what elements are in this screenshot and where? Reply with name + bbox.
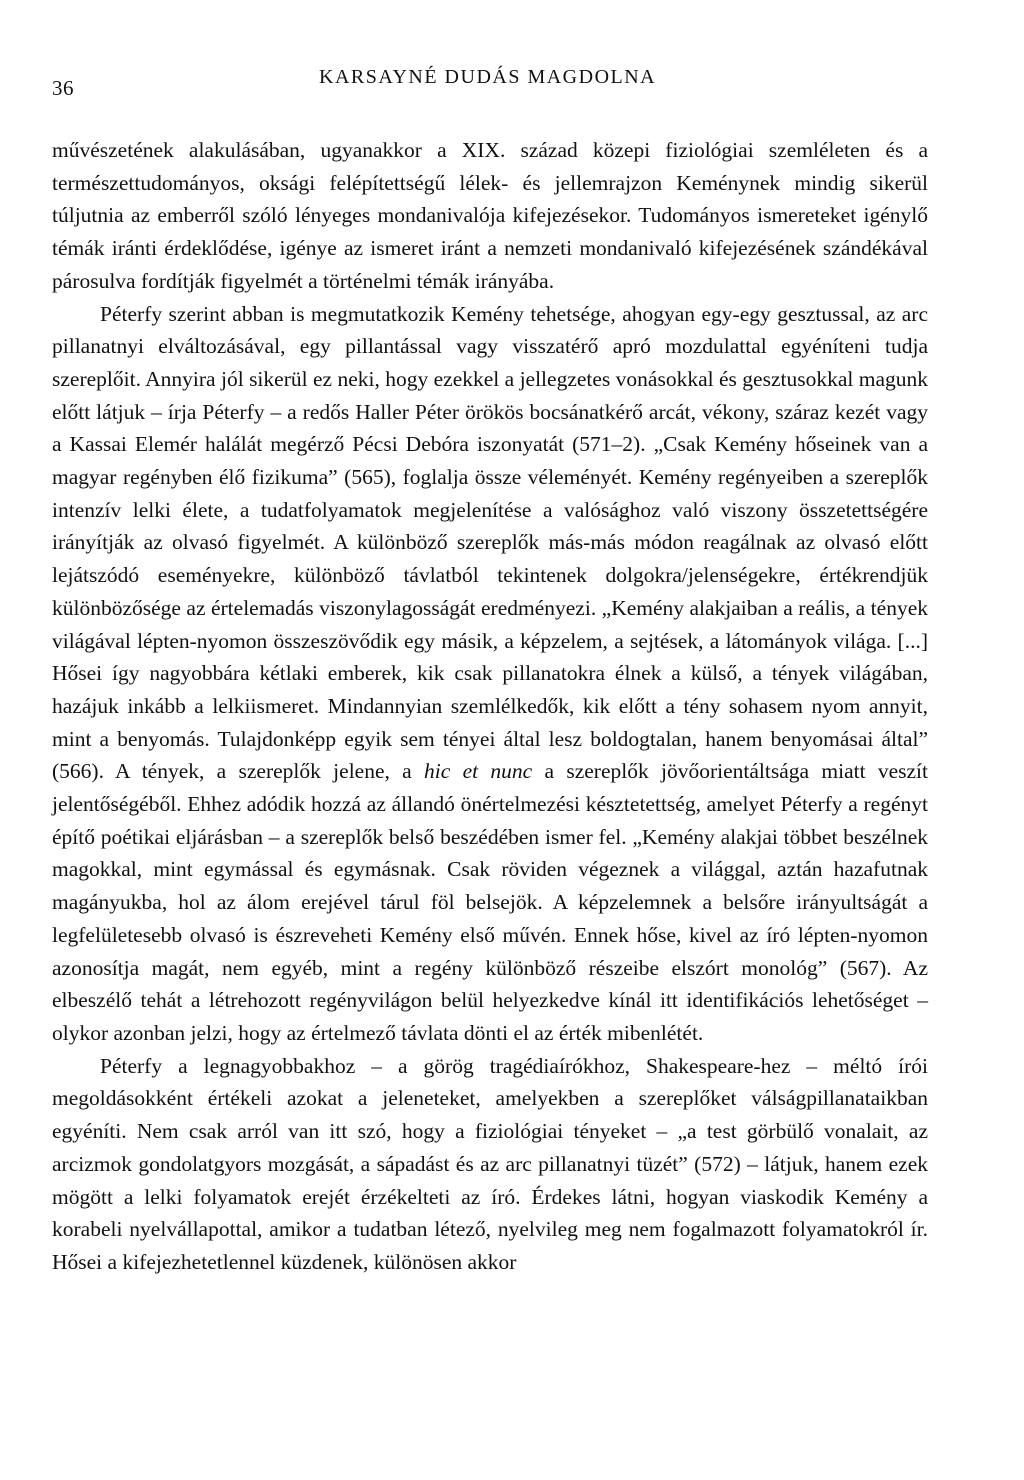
- paragraph-text: a szereplők jövőorientáltsága miatt veszít jelentőségéből. Ehhez adódik hozzá az állandó önértelmezési késztetettség, amelyet Péterfy a regényt építő poétikai eljárásban – a szereplők belső beszédében ismer fel. „Kemény alakjai többet beszélnek magokkal, mint egymással és egymásnak. Csak röviden végeznek a világgal, aztán hazafutnak magányukba, hol az álom erejével tárul föl belsejök. A képzelemnek a belsőre irányultságát a legfelületesebb olvasó is észreveheti Kemény első művén. Ennek hőse, kivel az író lépten-nyomon azonosítja magát, nem egyéb, mint a regény különböző részeibe elszórt monológ” (567). Az elbeszélő tehát a létrehozott regényvilágon belül helyezkedve kínál itt identifikációs lehetőséget – olykor azonban jelzi, hogy az értelmező távlata dönti el az érték mibenlétét.: [52, 759, 929, 1045]
- paragraph-text: Péterfy szerint abban is megmutatkozik Kemény tehetsége, ahogyan egy-egy gesztussal, az arc pillanatnyi elváltozásával, egy pillantással vagy visszatérő apró mozdulattal egyéníteni tudja szereplőit. Annyira jól sikerül ez neki, hogy ezekkel a jellegzetes vonásokkal és gesztusokkal magunk előtt látjuk – írja Péterfy – a redős Haller Péter örökös bocsánatkérő arcát, vékony, száraz kezét vagy a Kassai Elemér halálát megérző Pécsi Debóra iszonyatát (571–2). „Csak Kemény hőseinek van a magyar regényben élő fizikuma” (565), foglalja össze véleményét. Kemény regényeiben a szereplők intenzív lelki élete, a tudatfolyamatok megjelenítése a valósághoz való viszony összetettségére irányítják az olvasó figyelmét. A különböző szereplők más-más módon reagálnak az olvasó előtt lejátszódó eseményekre, különböző távlatból tekintenek dolgokra/jelenségekre, értékrendjük különbözősége az értelemadás viszonylagosságát eredményezi. „Kemény alakjaiban a reális, a tények világával lépten-nyomon összeszövődik egy másik, a képzelem, a sejtések, a látományok világa. [...] Hősei így nagyobbára kétlaki emberek, kik csak pillanatokra élnek a külső, a tények világában, hazájuk inkább a lelkiismeret. Mindannyian szemlélkedők, kik előtt a tény sohasem nyom annyit, mint a benyomás. Tulajdonképp egyik sem tényei által lesz boldogtalan, hanem benyomásai által” (566). A tények, a szereplők jelene, a: [52, 301, 928, 784]
- page-number: 36: [52, 76, 74, 100]
- body-text: [52, 134, 928, 1279]
- paragraph-text: művészetének alakulásában, ugyanakkor a XIX. század közepi fiziológiai szemléleten és a természettudományos, oksági felépítettségű lélek- és jellemrajzon Keménynek mindig sikerül túljutnia az emberről szóló lényeges mondanivalója kifejezésekor. Tudományos ismereteket igénylő témák iránti érdeklődése, igénye az ismeret iránt a nemzeti mondanivaló kifejezésének szándékával párosulva fordítják figyelmét a történelmi témák irányába.: [52, 138, 928, 293]
- running-title: KARSAYNÉ DUDÁS MAGDOLNA: [319, 66, 657, 88]
- paragraph: [52, 1050, 928, 1279]
- paragraph-text: Péterfy a legnagyobbakhoz – a görög tragédiaírókhoz, Shakespeare-hez – méltó írói megoldásokként értékeli azokat a jeleneteket, amelyekben a szereplőket válságpillanataikban egyéníti. Nem csak arról van itt szó, hogy a fiziológiai tényeket – „a test görbülő vonalait, az arcizmok gondolatgyors mozgását, a sápadást és az arc pillanatnyi tüzét” (572) – látjuk, hanem ezek mögött a lelki folyamatok erejét érzékelteti az író. Érdekes látni, hogyan viaskodik Kemény a korabeli nyelvállapottal, amikor a tudatban létező, nyelvileg meg nem fogalmazott folyamatokról ír. Hősei a kifejezhetetlennel küzdenek, különösen akkor: [52, 1053, 928, 1274]
- paragraph: [52, 298, 928, 1050]
- running-header: [52, 66, 932, 100]
- italic-text: hic et nunc: [424, 759, 533, 784]
- paragraph: [52, 134, 928, 298]
